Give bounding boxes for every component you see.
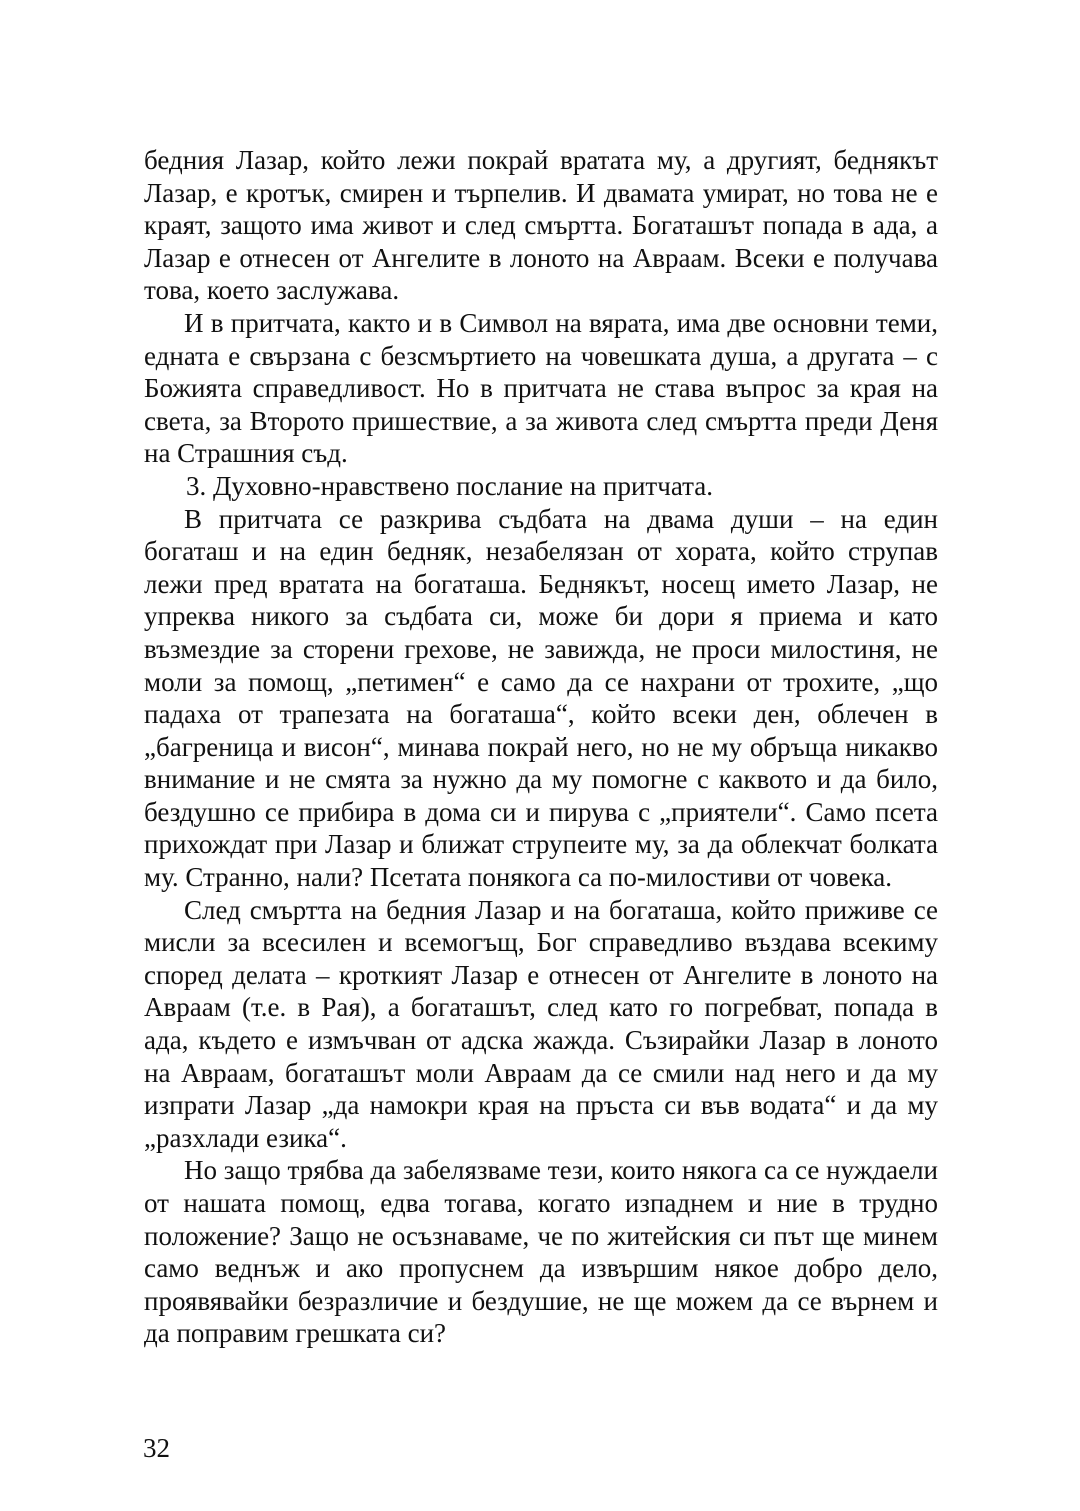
section-heading: 3. Духовно-нравствено послание на притчата. xyxy=(186,470,713,501)
paragraph-1: бедния Лазар, който лежи покрай вратата му, а другият, беднякът Лазар, е кротък, смирен и търпелив. И двамата умират, но това не е краят, защото има живот и след смъртта. Богаташът попада в ада, а Лазар е отнесен от Ангелите в лоното на Авраам. Всеки е получава това, което заслужава. xyxy=(144,145,938,306)
page-body-text xyxy=(144,144,938,1350)
paragraph-2: И в притчата, както и в Символ на вярата, има две основни теми, едната е свързана с безсмъртието на човешката душа, а другата – с Божията справедливост. Но в притчата не става въпрос за края на света, за Второто пришествие, а за живота след смъртта преди Деня на Страшния съд. xyxy=(144,307,938,469)
paragraph-3: В притчата се разкрива съдбата на двама души – на един богаташ и на един бедняк, незабелязан от хората, който струпав лежи пред вратата на богаташа. Беднякът, носещ името Лазар, не упреква никого за съдбата си, може би дори я приема и като възмездие за сторени грехове, не завижда, не проси милостиня, не моли за помощ, „петимен“ е само да се нахрани от трохите, „що падаха от трапезата на богаташа“, който всеки ден, облечен в „багреница и висон“, минава покрай него, но не му обръща никакво внимание и не смята за нужно да му помогне с каквото и да било, бездушно се прибира в дома си и пирува с „приятели“. Само псета прихождат при Лазар и ближат струпеите му, за да облекчат болката му. Странно, нали? Псетата понякога са по-милостиви от човека. xyxy=(144,503,938,893)
paragraph-4: След смъртта на бедния Лазар и на богаташа, който приживе се мисли за всесилен и всемогъщ, Бог справедливо въздава всекиму според делата – кроткият Лазар е отнесен от Ангелите в лоното на Авраам (т.е. в Рая), а богаташът, след като го погребват, попада в ада, където е измъчван от адска жажда. Съзирайки Лазар в лоното на Авраам, богаташът моли Авраам да се смили над него и да му изпрати Лазар „да намокри края на пръста си във водата“ и да му „разхлади езика“. xyxy=(144,894,938,1153)
paragraph-5: Но защо трябва да забелязваме тези, които някога са се нуждаели от нашата помощ, едва тогава, когато изпаднем и ние в трудно положение? Защо не осъзнаваме, че по житейския си път ще минем само веднъж и ако пропуснем да извършим някое добро дело, проявявайки безразличие и бездушие, не ще можем да се върнем и да поправим грешката си? xyxy=(144,1155,938,1349)
page-number: 32 xyxy=(143,1433,170,1463)
